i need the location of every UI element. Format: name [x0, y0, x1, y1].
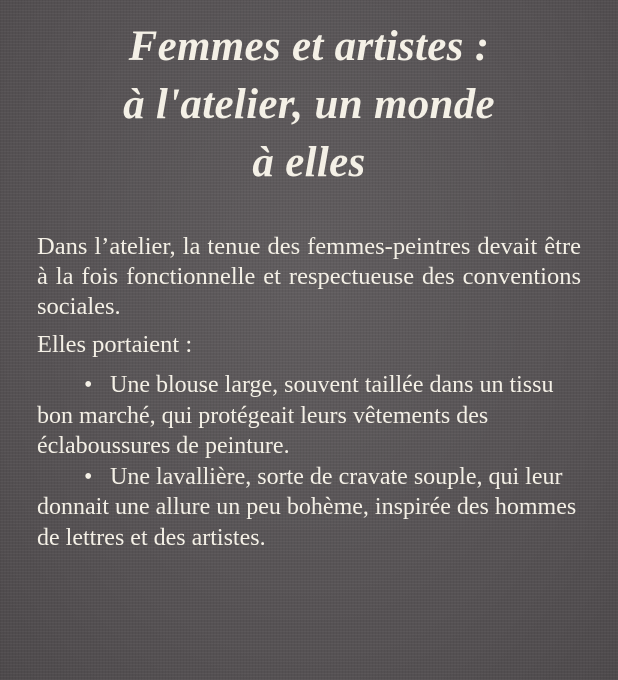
title-line: Femmes et artistes :: [128, 23, 490, 70]
list-item: [37, 370, 581, 462]
title-line: à elles: [252, 139, 366, 186]
panel-body: [37, 232, 581, 553]
list-item-text: Une blouse large, souvent taillée dans un tissu bon marché, qui protégeait leurs vêtements des éclaboussures de peinture.: [37, 372, 554, 459]
bullet-icon: •: [84, 372, 93, 398]
list-item: [37, 462, 581, 554]
bullet-icon: •: [84, 463, 93, 490]
title-line: à l'atelier, un monde: [123, 81, 495, 128]
list-item-text: Une lavallière, sorte de cravate souple, qui leur donnait une allure un peu bohème, inspirée des hommes de lettres et des artistes.: [37, 463, 577, 551]
list-lead: Elles portaient :: [37, 331, 193, 358]
intro-paragraph: Dans l’atelier, la tenue des femmes-peintres devait être à la fois fonctionnelle et respectueuse des conventions sociales.: [37, 233, 581, 320]
panel-title: [0, 18, 618, 192]
